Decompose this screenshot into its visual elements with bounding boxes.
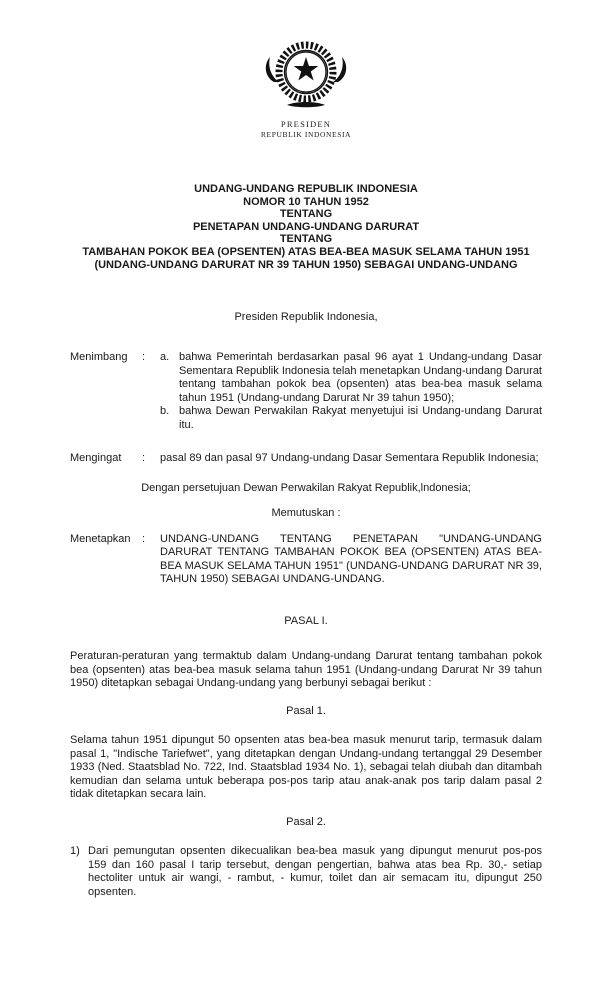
clause-mengingat [70,452,542,466]
pasal-2-heading: Pasal 2. [286,815,326,828]
title-line: (UNDANG-UNDANG DARURAT NR 39 TAHUN 1950) SEBAGAI UNDANG-UNDANG [94,258,518,271]
persetujuan-line: Dengan persetujuan Dewan Perwakilan Rakyat Republik,lndonesia; [141,481,471,494]
item-marker: b. [160,405,170,418]
item-text: Dari pemungutan opsenten dikecualikan bea-bea masuk yang dipungut menurut pos-pos 159 dan 160 pasal I tarip tersebut, dengan pengertian, bahwa atas bea Rp. 30,- setiap hectoliter untuk air wangi, - rambut, - kumur, toilet dan air semacam itu, dipungut 250 opsenten. [88,845,542,898]
clause-menimbang [70,351,542,432]
pasal-1-paragraph: Selama tahun 1951 dipungut 50 opsenten atas bea-bea masuk menurut tarip, termasuk dalam pasal 1, "Indische Tariefwet", yang ditetapkan dengan Undang-undang tertanggal 29 Desember 1933 (Ned. Staatsblad No. 722, Ind. Staatsblad 1934 No. 1), sebagai telah diubah dan ditambah kemudian dan selama untuk beberapa pos-pos tarip atau anak-anak pos tarip dalam pasal 2 tidak ditetapkan secara lain. [70,734,542,801]
menetapkan-text: UNDANG-UNDANG TENTANG PENETAPAN "UNDANG-UNDANG DARURAT TENTANG TAMBAHAN POKOK BEA (OPSENTEN) ATAS BEA-BEA MASUK SELAMA TAHUN 1951" (UNDANG-UNDANG DARURAT NR 39, TAHUN 1950) SEBAGAI UNDANG-UNDANG. [160,532,542,586]
pasal-2-item-1 [70,845,542,899]
title-line: TENTANG [279,208,333,221]
title-line: TAMBAHAN POKOK BEA (OPSENTEN) ATAS BEA-BEA MASUK SELAMA TAHUN 1951 [82,245,530,258]
clause-label: Mengingat [70,452,122,465]
clause-label: Menimbang [70,351,128,364]
memutuskan-heading: Memutuskan : [271,507,341,520]
menimbang-items [160,351,542,432]
menimbang-item-a [160,351,542,405]
item-text: bahwa Dewan Perwakilan Rakyat menyetujui isi Undang-undang Darurat itu. [179,405,542,431]
mengingat-text: pasal 89 dan pasal 97 Undang-undang Dasar Sementara Republik Indonesia; [160,452,539,465]
clause-colon: : [142,351,146,364]
clause-menetapkan [70,533,542,587]
title-line: UNDANG-UNDANG REPUBLIK INDONESIA [194,183,418,195]
letterhead-presiden: PRESIDEN [280,119,332,129]
item-marker: a. [160,351,170,364]
letterhead [70,36,542,139]
pasal-i-heading: PASAL I. [284,614,328,627]
menimbang-item-b [160,405,542,432]
document-title [70,183,542,271]
pasal-1-heading: Pasal 1. [286,704,326,717]
presidential-emblem-icon [256,36,356,116]
item-text: bahwa Pemerintah berdasarkan pasal 96 ayat 1 Undang-undang Dasar Sementara Republik Indonesia telah menetapkan Undang-undang Darurat tentang tambahan pokok bea (opsenten) atas bea-bea masuk selama tahun 1951 (Undang-undang Darurat Nr 39 tahun 1950); [179,351,542,404]
pasal-i-paragraph: Peraturan-peraturan yang termaktub dalam Undang-undang Darurat tentang tambahan pokok bea (opsenten) atas bea-bea masuk selama tahun 1951 (Undang-undang Darurat Nr 39 tahun 1950) ditetapkan sebagai Undang-undang yang berbunyi sebagai berikut : [70,650,542,690]
title-line: NOMOR 10 TAHUN 1952 [243,195,369,208]
salutation: Presiden Republik Indonesia, [234,311,378,324]
clause-colon: : [142,532,146,545]
title-line: PENETAPAN UNDANG-UNDANG DARURAT [192,220,420,233]
title-line: TENTANG [279,233,333,246]
item-marker: 1) [70,845,80,858]
clause-colon: : [142,452,146,465]
clause-label: Menetapkan [70,532,131,545]
letterhead-republik: REPUBLIK INDONESIA [260,130,352,139]
